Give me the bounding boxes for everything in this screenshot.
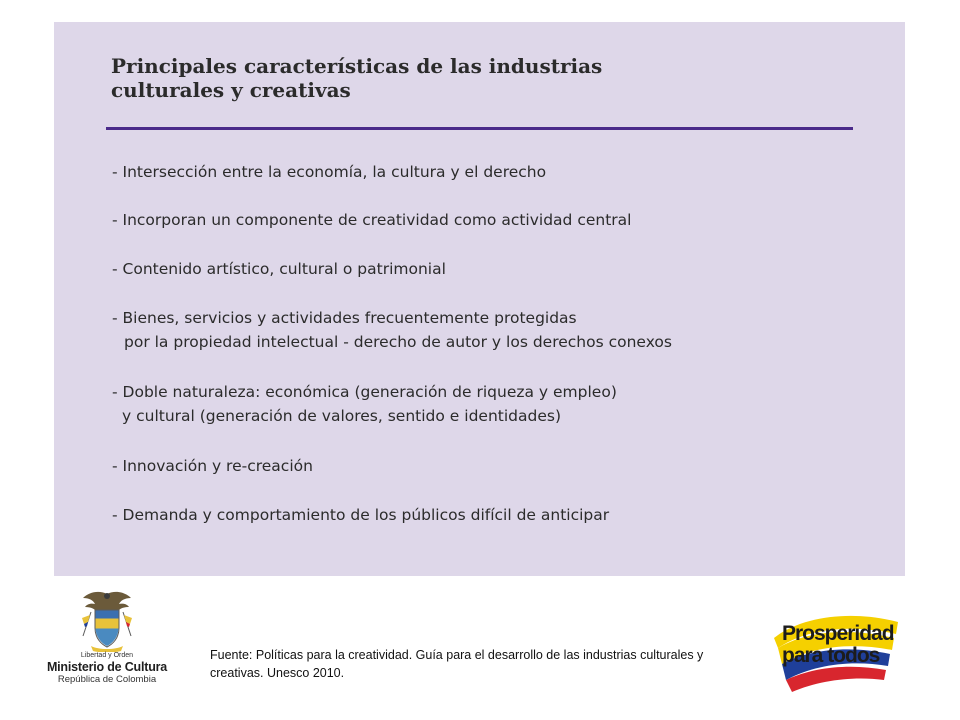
source-citation: Fuente: Políticas para la creatividad. Guía para el desarrollo de las industrias culturales y creativas. Unesco 2010.	[210, 648, 704, 680]
campaign-logo-line-2: para todos	[782, 644, 880, 667]
ministry-country: República de Colombia	[57, 674, 157, 685]
ministry-name: Ministerio de Cultura	[46, 660, 168, 674]
list-item-text: - Demanda y comportamiento de los públicos difícil de anticipar	[112, 506, 610, 524]
campaign-logo-line-1: Prosperidad	[782, 622, 894, 645]
list-item-text-continued: y cultural (generación de valores, sentido e identidades)	[122, 407, 561, 425]
list-item-text-continued: por la propiedad intelectual - derecho de autor y los derechos conexos	[124, 333, 672, 351]
list-item	[112, 306, 672, 354]
list-item-text: - Intersección entre la economía, la cultura y el derecho	[112, 163, 547, 181]
slide-title-line: culturales y creativas	[111, 78, 351, 102]
list-item	[112, 257, 446, 281]
coat-of-arms-icon	[77, 588, 137, 652]
ministry-of-culture-logo	[44, 588, 170, 692]
list-item-text: - Bienes, servicios y actividades frecuentemente protegidas	[112, 309, 577, 327]
list-item	[112, 160, 546, 184]
content-panel	[54, 22, 905, 576]
list-item-text: - Doble naturaleza: económica (generación de riqueza y empleo)	[112, 383, 617, 401]
ministry-motto: Libertad y Orden	[80, 652, 134, 659]
list-item	[112, 454, 313, 478]
prosperidad-para-todos-logo	[772, 608, 900, 694]
list-item-text: - Innovación y re-creación	[112, 457, 313, 475]
list-item	[112, 208, 631, 232]
title-divider	[106, 127, 853, 130]
list-item-text: - Contenido artístico, cultural o patrimonial	[112, 260, 446, 278]
list-item	[112, 503, 609, 527]
slide-title-line: Principales características de las industrias	[111, 54, 603, 78]
list-item-text: - Incorporan un componente de creatividad como actividad central	[112, 211, 632, 229]
list-item	[112, 380, 617, 428]
slide-title	[111, 54, 731, 102]
